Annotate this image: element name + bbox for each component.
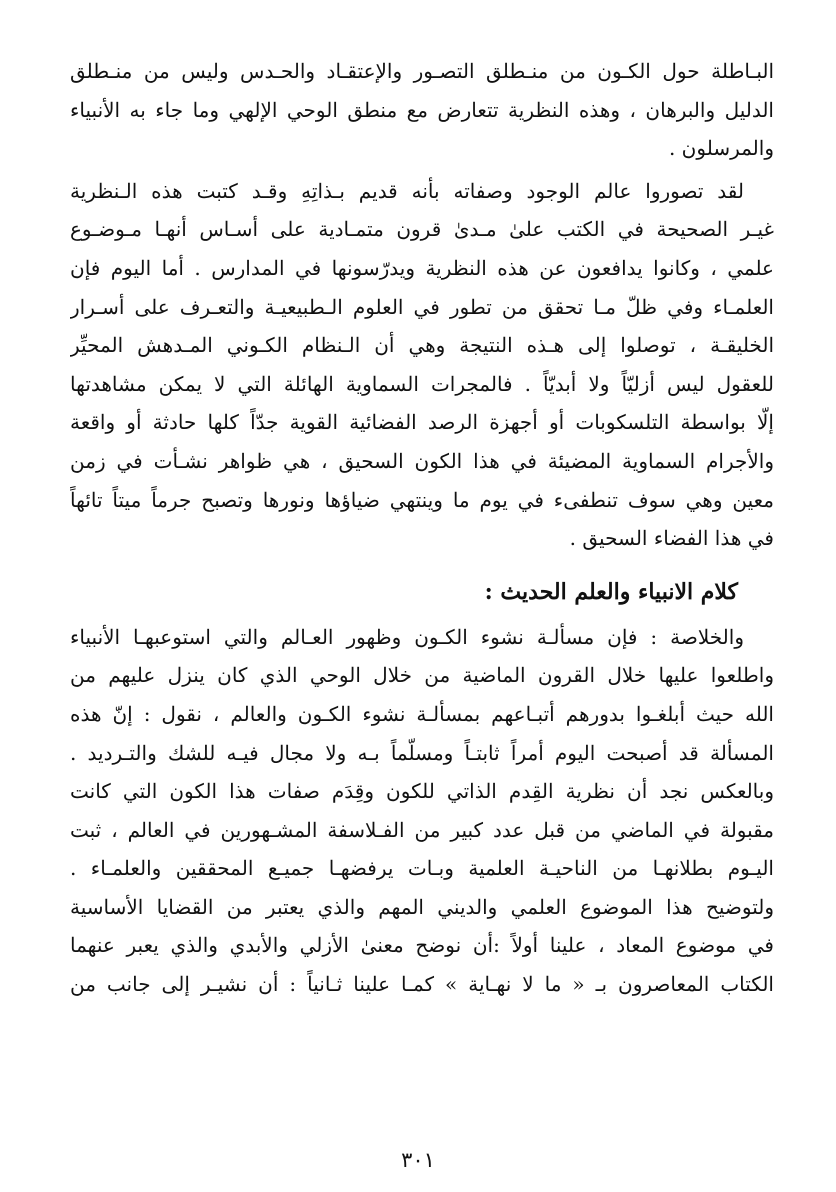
text-line: إلّا بواسطة التلسكوبات أو أجهزة الرصد الفضائية القوية جدّاً كلها حادثة أو واقعة — [70, 410, 774, 435]
text-line: مقبولة في الماضي من قبل عدد كبير من الفـلاسفة المشـهورين في العالم ، ثبت — [70, 817, 774, 842]
page-number: ٣٠١ — [401, 1148, 435, 1172]
text-line: الله حيث أبلغـوا بدورهم أتبـاعهم بمسألـة نشوء الكـون والعالم ، نقول : إنّ هذه — [70, 701, 774, 726]
text-line: في موضوع المعاد ، علينا أولاً :أن نوضح معنىٰ الأزلي والأبدي والذي يعبر عنهما — [70, 933, 774, 958]
text-line: والمرسلون . — [668, 136, 774, 161]
text-line: للعقول ليس أزليّاً ولا أبديّاً . فالمجرات السماوية الهائلة التي لا يمكن مشاهدتها — [70, 371, 774, 396]
paragraph-3 — [70, 618, 774, 1004]
text-line: العلمـاء وفي ظلّ مـا تحقق من تطور في العلوم الـطبيعيـة والتعـرف على أسـرار — [70, 294, 774, 319]
paragraph-2 — [70, 172, 774, 558]
text-line: والخلاصة : فإن مسألـة نشوء الكـون وظهور العـالم والتي استوعبهـا الأنبياء — [70, 624, 744, 649]
page-body — [70, 52, 774, 1152]
text-line: واطلعوا عليها خلال القرون الماضية من خلال الوحي الذي كان ينزل عليهم من — [70, 663, 774, 688]
text-line: غيـر الصحيحة في الكتب علىٰ مـدىٰ قرون متمـادية على أسـاس أنهـا مـوضـوع — [70, 217, 774, 242]
text-line: في هذا الفضاء السحيق . — [569, 526, 774, 551]
text-line: الكتاب المعاصرون بـ « ما لا نهـاية » كمـا علينا ثـانياً : أن نشيـر إلى جانب من — [70, 972, 774, 997]
text-line: وبالعكس نجد أن نظرية القِدم الذاتي للكون وقِدَم صفات هذا الكون التي كانت — [70, 779, 774, 804]
text-line: معين وهي سوف تنطفىء في يوم ما وينتهي ضياؤها ونورها وتصبح جرماً ميتاً تائهاً — [70, 487, 774, 512]
paragraph-1 — [70, 52, 774, 168]
text-line: البـاطلة حول الكـون من منـطلق التصـور والإعتقـاد والحـدس وليس من منـطلق — [70, 59, 774, 83]
text-line: الدليل والبرهان ، وهذه النظرية تتعارض مع منطق الوحي الإلهي وما جاء به الأنبياء — [70, 97, 774, 122]
text-line: والأجرام السماوية المضيئة في هذا الكون السحيق ، هي ظواهر نشـأت في زمن — [70, 448, 774, 473]
section-heading: كلام الانبياء والعلم الحديث : — [484, 578, 738, 605]
text-line: ولتوضيح هذا الموضوع العلمي والديني المهم والذي يعتبر من القضايا الأساسية — [70, 894, 774, 919]
text-line: اليـوم بطلانهـا من الناحيـة العلمية وبـات يرفضهـا جميـع المحققين والعلمـاء . — [70, 856, 774, 881]
text-line: علمي ، وكانوا يدافعون عن هذه النظرية ويدرّسونها في المدارس . أما اليوم فإن — [70, 255, 774, 280]
text-line: لقد تصوروا عالم الوجود وصفاته بأنه قديم بـذاتِهِ وقـد كتبت هذه الـنظرية — [70, 178, 744, 203]
text-line: المسألة قد أصبحت اليوم أمراً ثابتـاً ومسلّماً بـه ولا مجال فيـه للشك والتـرديد . — [70, 740, 774, 765]
text-line: الخليقـة ، توصلوا إلى هـذه النتيجة وهي أن الـنظام الكـوني المـدهش المحيِّر — [70, 333, 774, 358]
